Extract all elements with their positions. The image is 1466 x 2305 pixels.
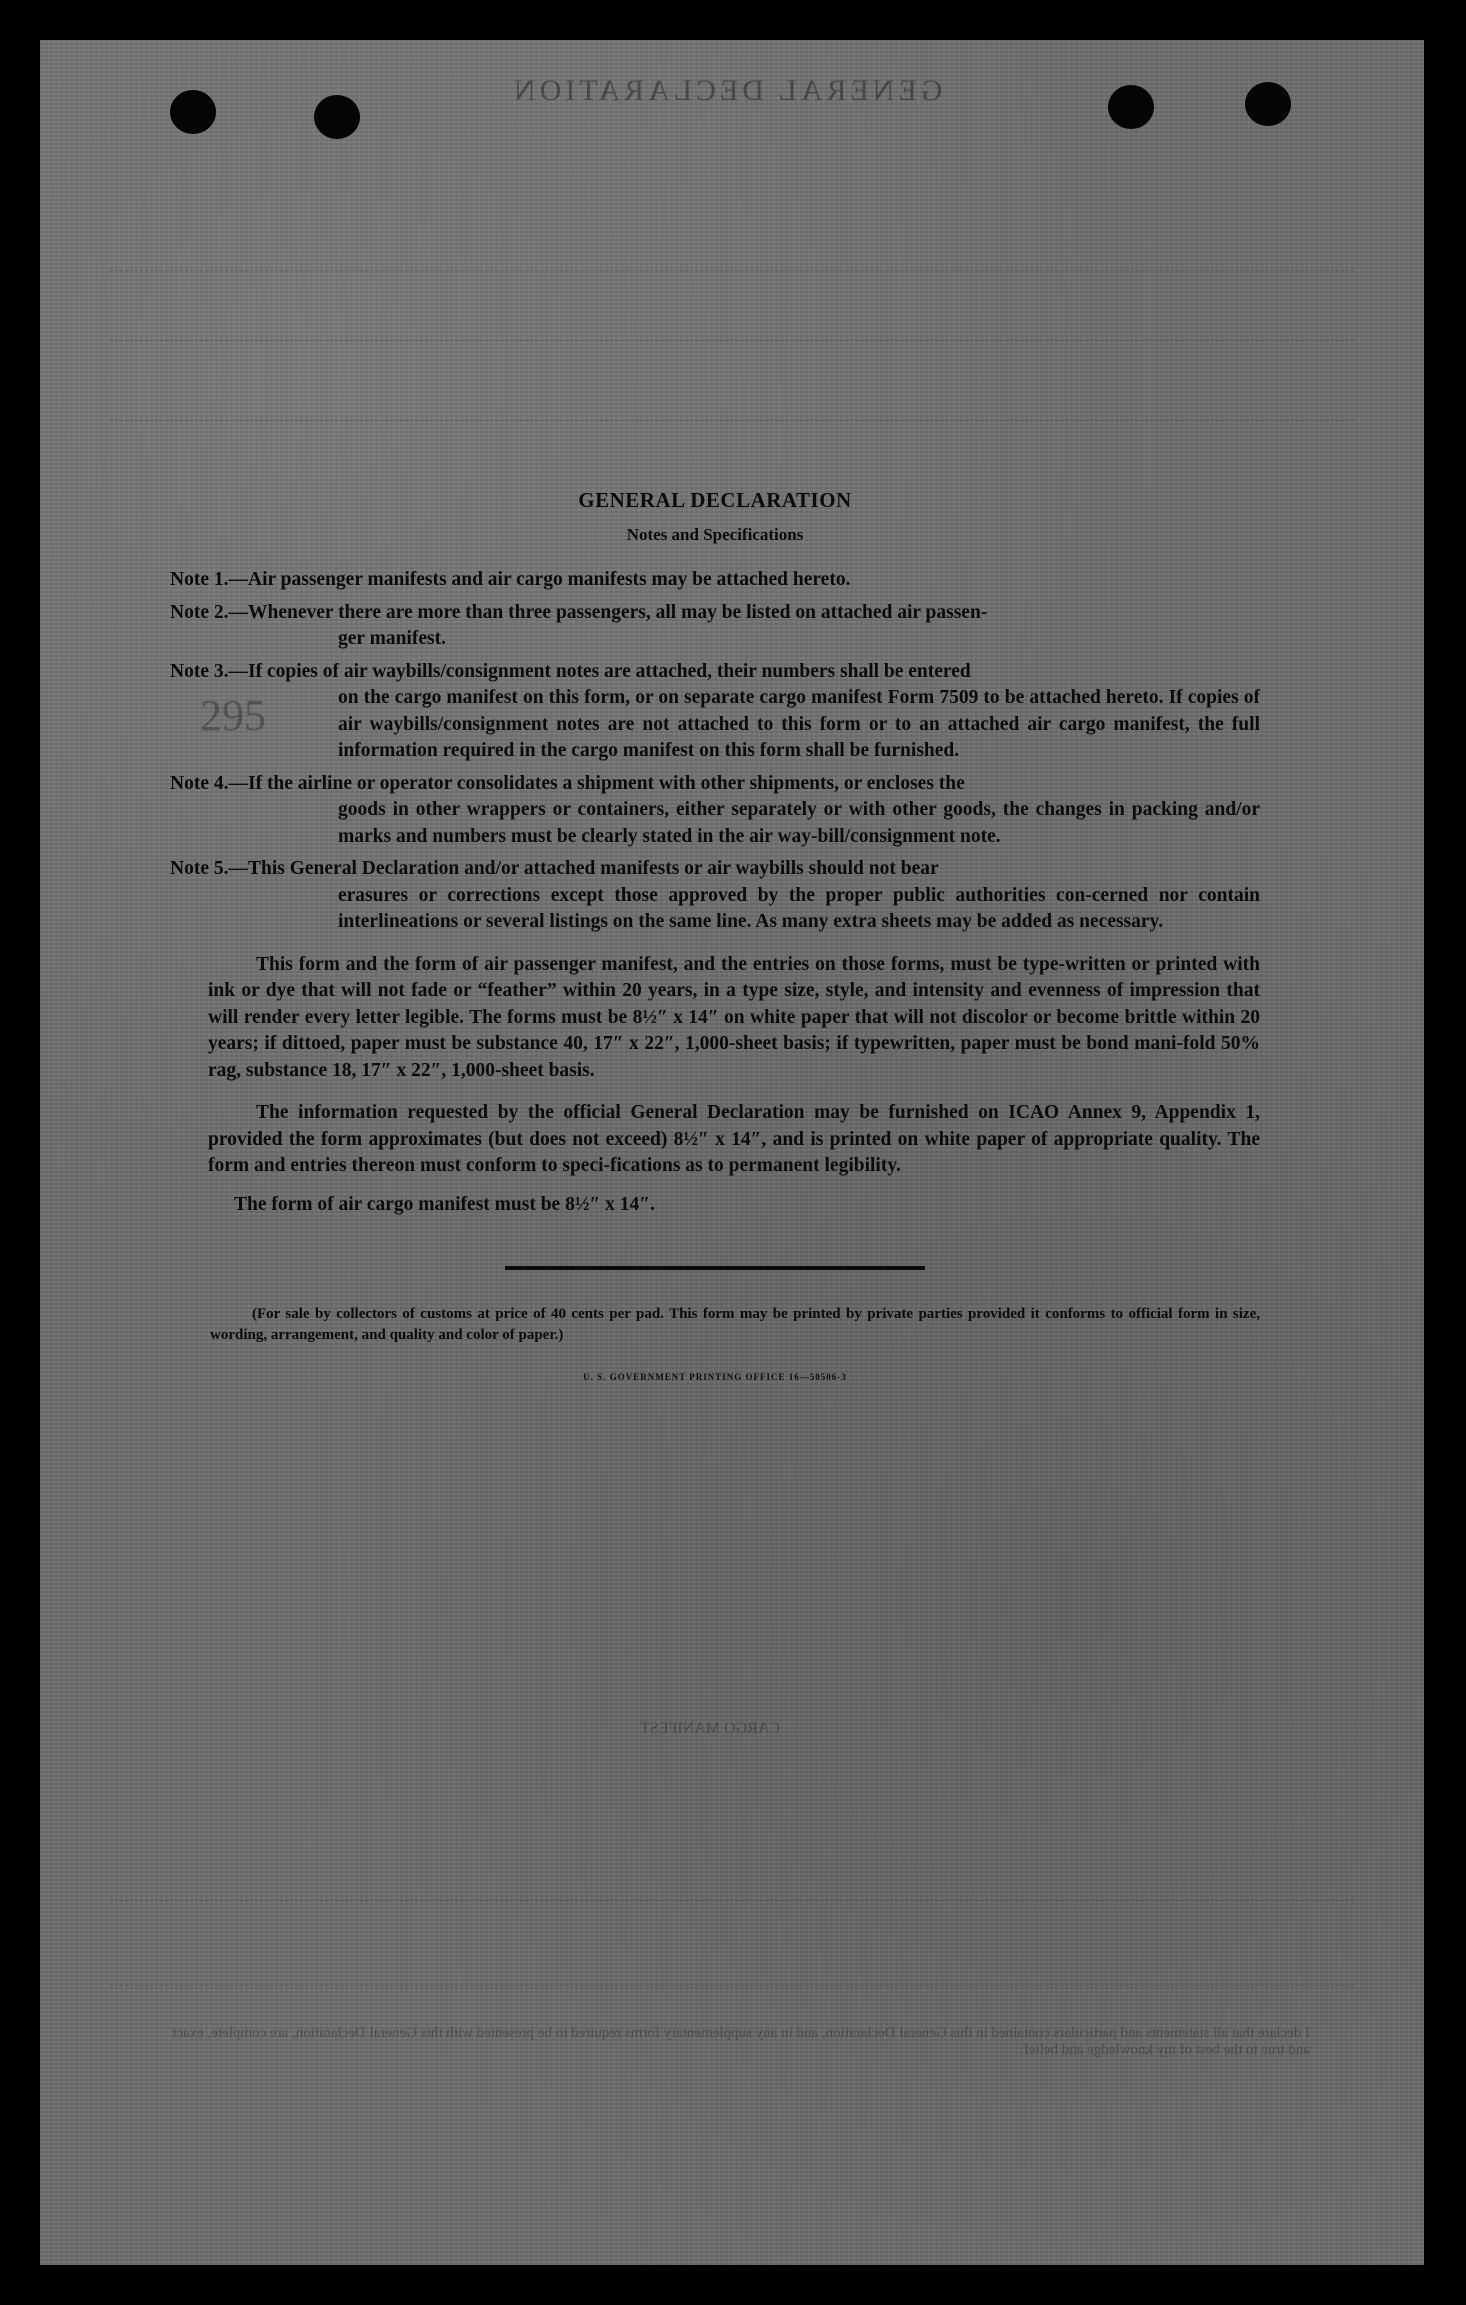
note-5 xyxy=(170,856,1260,936)
bleed-through-line xyxy=(110,1985,1354,1986)
note-text: —Air passenger manifests and air cargo manifests may be attached hereto. xyxy=(228,569,851,590)
bleed-through-line xyxy=(110,420,1354,421)
punch-hole-top-left-2 xyxy=(314,95,360,139)
punch-hole-top-right-2 xyxy=(1245,82,1291,126)
punch-hole-top-left xyxy=(170,90,216,134)
note-continuation: erasures or corrections except those approved by the proper public authorities con-cerned nor contain interlineations or several listings on the same line. As many extra sheets may be added as necessary. xyxy=(338,884,1260,932)
note-text: —This General Declaration and/or attached manifests or air waybills should not bear xyxy=(228,858,939,879)
note-continuation: on the cargo manifest on this form, or on separate cargo manifest Form 7509 to be attached hereto. If copies of air waybills/consignment notes are not attached to this form or to an attached air cargo manifest, the full information required in the cargo manifest on this form shall be furnished. xyxy=(338,687,1260,761)
form-requirements-paragraph: This form and the form of air passenger manifest, and the entries on those forms, must be type-written or printed with ink or dye that will not fade or “feather” within 20 years, in a type size, style, and intensity and evenness of impression that will render every letter legible. The forms must be 8½″ x 14″ on white paper that will not discolor or become brittle within 20 years; if dittoed, paper must be substance 40, 17″ x 22″, 1,000-sheet basis; if typewritten, paper must be bond mani-fold 50% rag, substance 18, 17″ x 22″, 1,000-sheet basis. xyxy=(208,953,1260,1081)
sale-note: (For sale by collectors of customs at price of 40 cents per pad. This form may be printed by private parties provided it conforms to official form in size, wording, arrangement, and quality and color of paper.) xyxy=(210,1306,1260,1343)
note-first-line xyxy=(170,567,1260,594)
bleed-through-title: GENERAL DECLARATION xyxy=(510,74,943,107)
note-text: —If the airline or operator consolidates a shipment with other shipments, or encloses the xyxy=(228,772,965,794)
note-text: —If copies of air waybills/consignment notes are attached, their numbers shall be entered xyxy=(228,660,971,682)
notes-and-specifications xyxy=(170,488,1260,1382)
bleed-through-line xyxy=(110,340,1354,341)
note-label: Note 5. xyxy=(170,858,229,879)
note-label: Note 4. xyxy=(170,772,229,794)
note-first-line xyxy=(170,856,1260,883)
printer-imprint: U. S. GOVERNMENT PRINTING OFFICE 16—50506-3 xyxy=(583,1372,847,1382)
note-4 xyxy=(170,771,1260,851)
page-subtitle: Notes and Specifications xyxy=(626,525,804,544)
note-2 xyxy=(170,600,1260,653)
faint-stamp-number: 295 xyxy=(200,691,266,740)
note-1 xyxy=(170,567,1260,594)
note-first-line xyxy=(170,600,1260,627)
note-first-line xyxy=(170,771,1260,798)
icao-paragraph: The information requested by the official General Declaration may be furnished on ICAO Annex 9, Appendix 1, provided the form approximates (but does not exceed) 8½″ x 14″, and is printed on white paper of appropriate quality. The form and entries thereon must conform to speci-fications as to permanent legibility. xyxy=(208,1102,1260,1176)
note-first-line xyxy=(170,659,1260,686)
bleed-through-line xyxy=(110,1900,1354,1901)
bleed-through-line xyxy=(110,270,1354,271)
divider-rule xyxy=(505,1266,925,1270)
page-title: GENERAL DECLARATION xyxy=(578,488,852,512)
note-label: Note 1. xyxy=(170,569,229,590)
note-label: Note 3. xyxy=(170,660,229,682)
note-3 xyxy=(170,659,1260,765)
bleed-through-cargo-heading: CARGO MANIFEST xyxy=(640,1720,781,1737)
note-continuation: goods in other wrappers or containers, either separately or with other goods, the changes in packing and/or marks and numbers must be clearly stated in the air way-bill/consignment note. xyxy=(338,799,1260,847)
note-label: Note 2. xyxy=(170,601,229,623)
note-text: —Whenever there are more than three passengers, all may be listed on attached air passen- xyxy=(228,601,988,623)
bleed-through-declaration: I declare that all statements and particulars contained in this General Declaration, and in any supplementary forms required to be presented with this General Declaration, are complete, exact and true to the best of my knowledge and belief. xyxy=(172,2025,1310,2058)
punch-hole-top-right xyxy=(1108,85,1154,129)
note-continuation: ger manifest. xyxy=(338,628,446,649)
cargo-manifest-size-line: The form of air cargo manifest must be 8½″ x 14″. xyxy=(234,1193,655,1215)
